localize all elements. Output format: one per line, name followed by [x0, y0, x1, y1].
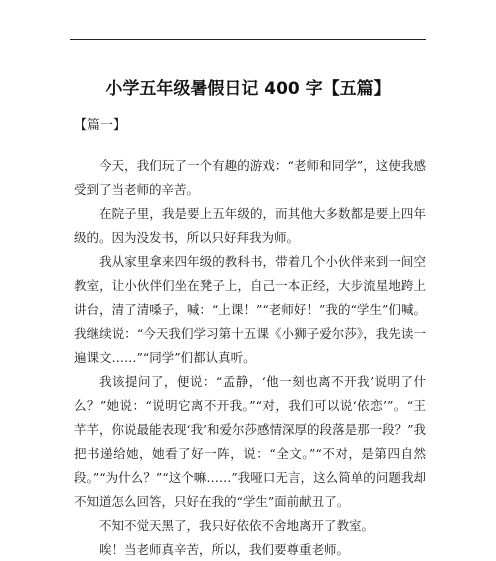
paragraph: 在院子里，我是要上五年级的，而其他大多数都是要上四年级的。因为没发书，所以只好拜我为师。 [74, 206, 426, 245]
paragraph: 我该提问了，便说：“孟静，‘他一刻也离不开我’说明了什么？”她说：“说明它离不开我。”“对，我们可以说‘依恋’”。“王芊芊，你说最能表现‘我’和爱尔莎感情深厚的段落是那一段？”我把书递给她，她看了好一阵，说：“全文。”“不对，是第四自然段。”“为什么？”“这个嘛……”我哑口无言，这么简单的问题我却不知道怎么回答，只好在我的“学生”面前献丑了。 [74, 374, 426, 509]
section-label: 【篇一】 [74, 118, 127, 133]
paragraph: 今天，我们玩了一个有趣的游戏：“老师和同学”，这使我感受到了当老师的辛苦。 [74, 158, 426, 197]
document-body [74, 154, 426, 561]
header-divider [70, 39, 426, 40]
document-title: 小学五年级暑假日记 400 字【五篇】 [105, 79, 391, 99]
paragraph: 不知不觉天黑了，我只好依依不舍地离开了教室。 [99, 518, 375, 533]
paragraph: 唉！当老师真辛苦，所以，我们要尊重老师。 [99, 542, 350, 557]
paragraph: 我从家里拿来四年级的教科书，带着几个小伙伴来到一间空教室，让小伙伴们坐在凳子上，自己一本正经，大步流星地跨上讲台，清了清嗓子，喊：“上课！”“老师好！”我的“学生”们喊。我继续说：“今天我们学习第十五课《小狮子爱尔莎》，我先读一遍课文……”“同学”们都认真听。 [74, 254, 426, 365]
